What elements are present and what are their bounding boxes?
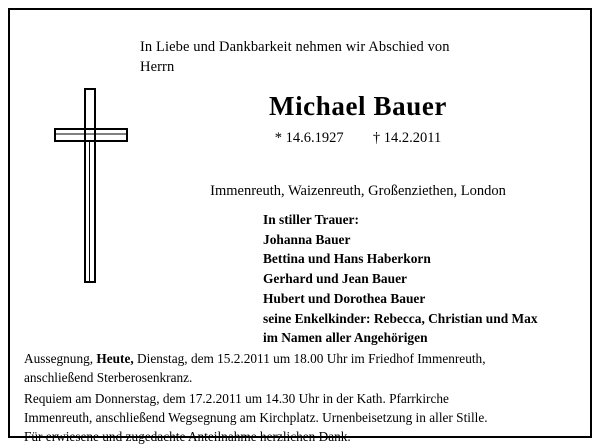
mourner-item: Hubert und Dorothea Bauer — [263, 290, 426, 306]
service-line-1-part2: Dienstag, dem 15.2.2011 um 18.00 Uhr im Friedhof Immenreuth, — [133, 351, 486, 366]
intro-text — [140, 38, 576, 77]
service-line-3: Requiem am Donnerstag, dem 17.2.2011 um 14.30 Uhr in der Kath. Pfarrkirche — [24, 390, 449, 406]
mourner-item: Gerhard und Jean Bauer — [263, 271, 407, 287]
service-line-4: Immenreuth, anschließend Wegsegnung am Kirchplatz. Urnenbeisetzung in aller Stille. — [24, 409, 488, 425]
header-text-block — [140, 38, 576, 200]
life-dates — [140, 130, 576, 147]
mourner-item: Bettina und Hans Haberkorn — [263, 251, 431, 267]
death-date: † 14.2.2011 — [372, 130, 442, 147]
intro-line-1: In Liebe und Dankbarkeit nehmen wir Abschied von — [140, 39, 450, 55]
service-line-1-part1: Aussegnung, — [24, 351, 97, 366]
mourner-item: seine Enkelkinder: Rebecca, Christian und Max — [263, 310, 538, 326]
service-details-block — [24, 350, 578, 446]
service-line-1-emphasis: Heute, — [96, 351, 134, 366]
intro-line-2: Herrn — [140, 58, 175, 75]
mourner-item: im Namen aller Angehörigen — [263, 330, 428, 346]
notice-content — [10, 10, 590, 444]
mourners-heading: In stiller Trauer: — [263, 212, 359, 227]
service-line-1 — [24, 350, 578, 369]
mourners-block — [263, 210, 538, 348]
mourner-item: Johanna Bauer — [263, 231, 351, 247]
birth-date: * 14.6.1927 — [274, 130, 344, 147]
service-line-5: Für erwiesene und zugedachte Anteilnahme herzlichen Dank. — [24, 428, 351, 444]
service-line-2: anschließend Sterberosenkranz. — [24, 369, 193, 385]
christian-cross-icon — [46, 88, 136, 283]
deceased-name: Michael Bauer — [268, 91, 447, 122]
places-line: Immenreuth, Waizenreuth, Großenziethen, London — [210, 183, 506, 200]
